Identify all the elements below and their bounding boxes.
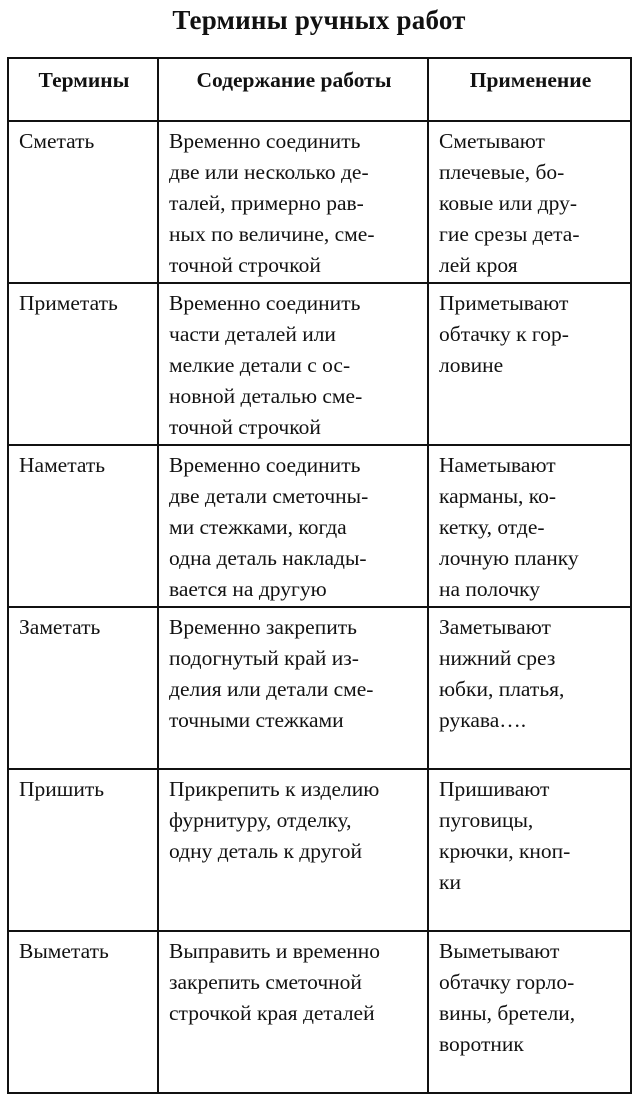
content-line: две или несколько де- (169, 160, 369, 184)
usage-cell (428, 121, 631, 283)
content-line: Прикрепить к изделию (169, 777, 380, 801)
content-line: Временно соединить (169, 129, 361, 153)
terms-table (7, 57, 632, 1094)
term-cell: Наметать (8, 445, 158, 607)
page-title: Термины ручных работ (172, 5, 466, 35)
term-cell: Выметать (8, 931, 158, 1093)
term-cell: Пришить (8, 769, 158, 931)
content-line: ми стежками, когда (169, 515, 347, 539)
header-content: Содержание работы (158, 58, 428, 121)
content-cell (158, 283, 428, 445)
content-cell (158, 445, 428, 607)
usage-line: обтачку к гор- (439, 322, 569, 346)
content-cell (158, 121, 428, 283)
content-line: точной строчкой (169, 253, 321, 277)
usage-line: Выметывают (439, 939, 560, 963)
usage-line: крючки, кноп- (439, 839, 571, 863)
table-row (8, 607, 631, 769)
content-line: Выправить и временно (169, 939, 381, 963)
usage-line: вины, бретели, (439, 1001, 576, 1025)
content-line: делия или детали сме- (169, 677, 374, 701)
usage-line: лей кроя (439, 253, 518, 277)
content-line: одну деталь к другой (169, 839, 362, 863)
content-line: подогнутый край из- (169, 646, 359, 670)
term-cell: Приметать (8, 283, 158, 445)
usage-cell (428, 607, 631, 769)
usage-line: пуговицы, (439, 808, 534, 832)
content-line: две детали сметочны- (169, 484, 369, 508)
usage-line: рукава…. (439, 708, 527, 732)
usage-line: гие срезы дета- (439, 222, 580, 246)
usage-line: лочную планку (439, 546, 579, 570)
content-cell (158, 769, 428, 931)
header-usage: Применение (428, 58, 631, 121)
usage-line: Сметывают (439, 129, 545, 153)
usage-cell (428, 769, 631, 931)
usage-line: карманы, ко- (439, 484, 557, 508)
usage-line: нижний срез (439, 646, 556, 670)
content-line: строчкой края деталей (169, 1001, 375, 1025)
usage-line: Заметывают (439, 615, 551, 639)
content-line: вается на другую (169, 577, 327, 601)
content-line: мелкие детали с ос- (169, 353, 351, 377)
content-line: части деталей или (169, 322, 336, 346)
usage-line: кетку, отде- (439, 515, 545, 539)
content-line: точными стежками (169, 708, 344, 732)
table-row (8, 769, 631, 931)
table-row (8, 931, 631, 1093)
content-cell (158, 607, 428, 769)
term-cell: Сметать (8, 121, 158, 283)
usage-line: плечевые, бо- (439, 160, 565, 184)
usage-line: обтачку горло- (439, 970, 575, 994)
usage-cell (428, 283, 631, 445)
content-cell (158, 931, 428, 1093)
content-line: закрепить сметочной (169, 970, 362, 994)
usage-line: Пришивают (439, 777, 550, 801)
table-row (8, 121, 631, 283)
content-line: Временно соединить (169, 291, 361, 315)
content-line: новной деталью сме- (169, 384, 363, 408)
content-line: Временно соединить (169, 453, 361, 477)
content-line: ных по величине, сме- (169, 222, 375, 246)
content-line: Временно закрепить (169, 615, 357, 639)
content-line: точной строчкой (169, 415, 321, 439)
usage-line: ловине (439, 353, 504, 377)
table-body (8, 121, 631, 1093)
usage-line: воротник (439, 1032, 524, 1056)
content-line: талей, примерно рав- (169, 191, 364, 215)
usage-line: Приметывают (439, 291, 569, 315)
term-cell: Заметать (8, 607, 158, 769)
table-row (8, 283, 631, 445)
usage-cell (428, 445, 631, 607)
content-line: одна деталь наклады- (169, 546, 367, 570)
table-row (8, 445, 631, 607)
header-term: Термины (8, 58, 158, 121)
usage-line: ковые или дру- (439, 191, 578, 215)
usage-line: ки (439, 870, 461, 894)
usage-line: на полочку (439, 577, 541, 601)
usage-cell (428, 931, 631, 1093)
usage-line: Наметывают (439, 453, 556, 477)
usage-line: юбки, платья, (439, 677, 565, 701)
content-line: фурнитуру, отделку, (169, 808, 352, 832)
table-header-row (8, 58, 631, 121)
